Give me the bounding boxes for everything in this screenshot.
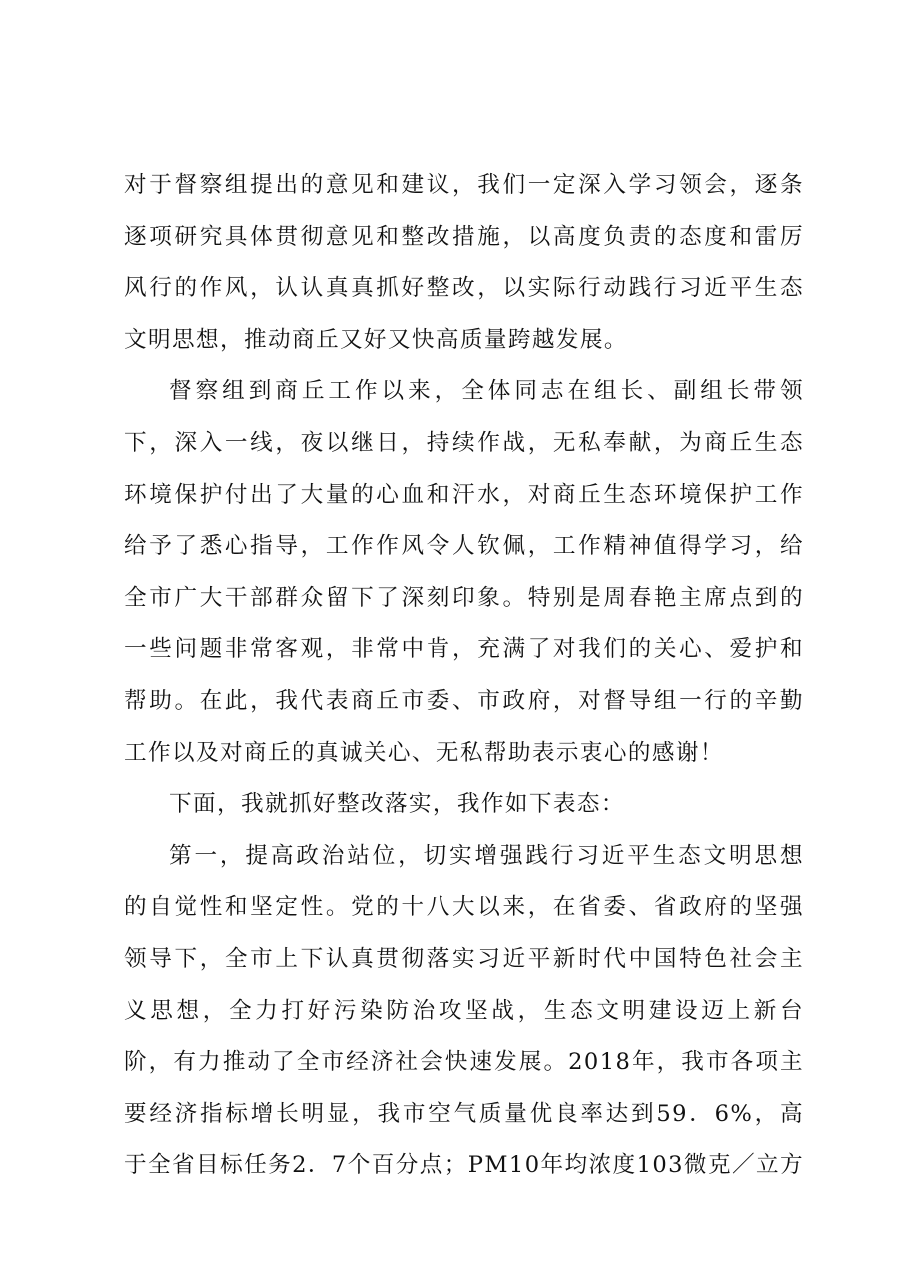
text-line: 要经济指标增长明显，我市空气质量优良率达到59．6%，高 bbox=[124, 1100, 804, 1127]
text-line: 领导下，全市上下认真贯彻落实习近平新时代中国特色社会主 bbox=[124, 945, 804, 972]
text-line: 下面，我就抓好整改落实，我作如下表态： bbox=[169, 791, 625, 818]
document-body bbox=[124, 160, 804, 1192]
text-line: 于全省目标任务2．7个百分点；PM10年均浓度103微克／立方 bbox=[124, 1152, 804, 1179]
text-line: 对于督察组提出的意见和建议，我们一定深入学习领会，逐条 bbox=[124, 172, 804, 198]
text-line: 环境保护付出了大量的心血和汗水，对商丘生态环境保护工作 bbox=[124, 481, 804, 508]
text-line: 风行的作风，认认真真抓好整改，以实际行动践行习近平生态 bbox=[124, 275, 804, 302]
text-line: 一些问题非常客观，非常中肯，充满了对我们的关心、爱护和 bbox=[124, 636, 804, 663]
text-line: 文明思想，推动商丘又好又快高质量跨越发展。 bbox=[124, 326, 628, 353]
text-line: 督察组到商丘工作以来，全体同志在组长、副组长带领 bbox=[169, 378, 804, 405]
text-line: 帮助。在此，我代表商丘市委、市政府，对督导组一行的辛勤 bbox=[124, 687, 804, 714]
text-line: 逐项研究具体贯彻意见和整改措施，以高度负责的态度和雷厉 bbox=[124, 223, 804, 250]
text-line: 给予了悉心指导，工作作风令人钦佩，工作精神值得学习，给 bbox=[124, 533, 804, 560]
text-line: 工作以及对商丘的真诚关心、无私帮助表示衷心的感谢！ bbox=[124, 739, 724, 766]
text-line: 阶，有力推动了全市经济社会快速发展。2018年，我市各项主 bbox=[124, 1049, 804, 1076]
text-line: 义思想，全力打好污染防治攻坚战，生态文明建设迈上新台 bbox=[124, 997, 804, 1024]
text-line: 全市广大干部群众留下了深刻印象。特别是周春艳主席点到的 bbox=[124, 584, 804, 611]
text-line: 下，深入一线，夜以继日，持续作战，无私奉献，为商丘生态 bbox=[124, 429, 804, 456]
text-line: 的自觉性和坚定性。党的十八大以来，在省委、省政府的坚强 bbox=[124, 894, 804, 921]
text-line: 第一，提高政治站位，切实增强践行习近平生态文明思想 bbox=[169, 842, 804, 869]
